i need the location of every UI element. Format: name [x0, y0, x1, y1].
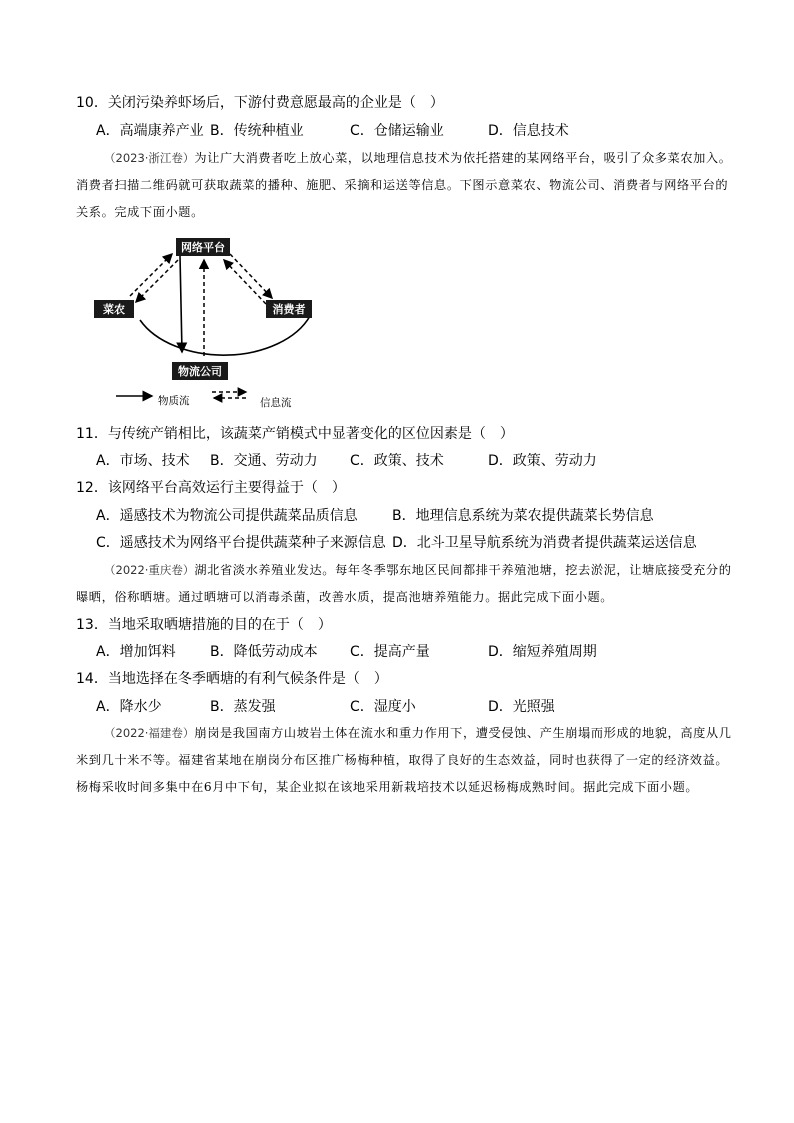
info-flow-farmer-platform: [130, 254, 172, 296]
info-flow-platform-farmer: [136, 260, 178, 302]
node-platform: [176, 238, 230, 256]
q13-option-b: B．降低劳动成本: [210, 644, 318, 660]
q13-option-c: C．提高产量: [350, 644, 430, 660]
question-10-stem: 10．关闭污染养虾场后，下游付费意愿最高的企业是（ ）: [76, 95, 444, 111]
q11-option-b: B．交通、劳动力: [210, 453, 318, 469]
q13-option-d: D．缩短养殖周期: [488, 644, 597, 660]
source-tag: （2022·重庆卷）: [104, 563, 195, 577]
legend-info-label: 信息流: [260, 397, 292, 409]
passage-text: 湖北省淡水养殖业发达。每年冬季鄂东地区民间都排干养殖池塘，挖去淤泥，让塘底接受充分的曝晒，俗称晒塘。通过晒塘可以消毒杀菌，改善水质，提高池塘养殖能力。据此完成下面小题。: [76, 563, 732, 604]
node-farmer: [94, 300, 134, 318]
q14-option-b: B．蒸发强: [210, 699, 276, 715]
q14-option-a: A．降水少: [96, 699, 162, 715]
question-13-stem: 13．当地采取晒塘措施的目的在于（ ）: [76, 617, 332, 633]
q12-option-a: A．遥感技术为物流公司提供蔬菜品质信息: [96, 508, 358, 524]
passage-fujian: [76, 720, 736, 801]
relationship-diagram: [94, 234, 334, 414]
passage-chongqing: [76, 557, 736, 611]
passage-text: 崩岗是我国南方山坡岩土体在流水和重力作用下，遭受侵蚀、产生崩塌而形成的地貌，高度从几米到几十米不等。福建省某地在崩岗分布区推广杨梅种植，取得了良好的生态效益，同时也获得了一定的经济效益。杨梅采收时间多集中在6月中下旬，某企业拟在该地采用新栽培技术以延迟杨梅成熟时间。据此完成下面小题。: [76, 726, 732, 794]
q12-option-c: C．遥感技术为网络平台提供蔬菜种子来源信息: [96, 535, 386, 551]
material-flow-circle: [140, 316, 310, 355]
q10-option-a: A．高端康养产业: [96, 123, 204, 139]
node-logistics: [172, 362, 228, 380]
q14-option-d: D．光照强: [488, 699, 555, 715]
source-tag: （2023·浙江卷）: [104, 151, 195, 165]
q11-option-d: D．政策、劳动力: [488, 453, 597, 469]
q14-option-c: C．湿度小: [350, 699, 416, 715]
q10-option-b: B．传统种植业: [210, 123, 304, 139]
legend-material-label: 物质流: [158, 395, 190, 407]
material-flow-platform-logistics: [180, 256, 182, 352]
question-12-stem: 12．该网络平台高效运行主要得益于（ ）: [76, 480, 346, 496]
passage-zhejiang: [76, 145, 736, 226]
node-farmer-label: 菜农: [103, 303, 125, 316]
question-14-stem: 14．当地选择在冬季晒塘的有利气候条件是（ ）: [76, 671, 388, 687]
q10-option-c: C．仓储运输业: [350, 123, 444, 139]
node-logistics-label: 物流公司: [178, 365, 222, 378]
info-flow-consumer-platform: [224, 260, 266, 304]
q10-option-d: D．信息技术: [488, 123, 569, 139]
q12-option-d: D．北斗卫星导航系统为消费者提供蔬菜运送信息: [392, 535, 697, 551]
q11-option-c: C．政策、技术: [350, 453, 444, 469]
node-platform-label: 网络平台: [181, 241, 225, 254]
info-flow-platform-consumer: [230, 254, 272, 298]
node-consumer: [266, 300, 312, 318]
node-consumer-label: 消费者: [272, 303, 306, 316]
q12-option-b: B．地理信息系统为菜农提供蔬菜长势信息: [392, 508, 654, 524]
q13-option-a: A．增加饵料: [96, 644, 176, 660]
q11-option-a: A．市场、技术: [96, 453, 190, 469]
question-11-stem: 11．与传统产销相比，该蔬菜产销模式中显著变化的区位因素是（ ）: [76, 426, 514, 442]
passage-text: 为让广大消费者吃上放心菜，以地理信息技术为依托搭建的某网络平台，吸引了众多菜农加入。消费者扫描二维码就可获取蔬菜的播种、施肥、采摘和运送等信息。下图示意菜农、物流公司、消费者与网络平台的关系。完成下面小题。: [76, 151, 732, 219]
source-tag: （2022·福建卷）: [104, 726, 195, 740]
